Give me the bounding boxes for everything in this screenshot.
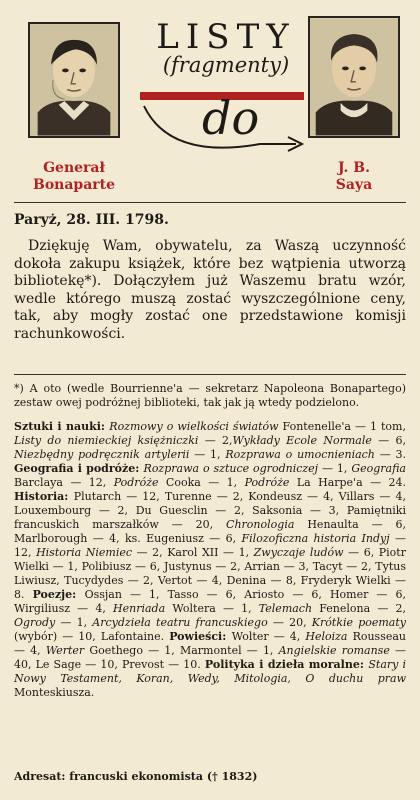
napoleon-portrait — [28, 22, 120, 138]
library-list-segment: — 1, — [189, 448, 226, 461]
library-list-segment: Chronologia — [226, 518, 295, 531]
library-list-segment: Arcydzieła teatru francuskiego — [92, 616, 268, 629]
library-list-segment: Polityka i dzieła moralne: — [204, 658, 369, 671]
letter-body: Dziękuję Wam, obywatelu, za Waszą uczynność dokoła zakupu książek, które bez wątpienia utworzą bibliotekę*). Dołączyłem już Waszemu bratu wzór, wedle którego muszą zostać wyszczególnione ceny, tak, aby mogły zostać one przedstawione komisji rachunkowości. — [14, 238, 406, 342]
library-list-segment: Geografia i podróże: — [14, 462, 144, 475]
library-list-segment: Rozprawa o umocnieniach — [225, 448, 375, 461]
library-list-segment: Filozoficzna historia Indyj — [241, 532, 390, 545]
library-list-segment: Fontenelle'a — 1 tom, — [278, 420, 406, 433]
library-list-segment: — 20, — [267, 616, 312, 629]
library-list-segment: Angielskie romanse — [278, 644, 390, 657]
library-list-segment: Krótkie poematy — [311, 616, 406, 629]
library-list-segment: — 2, — [198, 434, 233, 447]
header-divider — [14, 202, 406, 203]
title-listy: LISTY — [156, 17, 296, 57]
connector-do: do — [202, 91, 260, 145]
library-list-segment: Cooka — 1, — [158, 476, 245, 489]
library-list-segment: Historia Niemiec — [36, 546, 133, 559]
header — [14, 0, 406, 205]
library-list-segment: Ossjan — 1, Tasso — 6, Ariosto — 6, Homer — 6, Wirgiliusz — 4, — [14, 588, 406, 615]
library-list-segment: — 1, — [318, 462, 352, 475]
library-list-segment: Sztuki i nauki: — [14, 420, 110, 433]
library-list-segment: La Harpe'a — 24. — [289, 476, 406, 489]
library-list-segment: Ogrody — [14, 616, 56, 629]
caption-bonaparte — [19, 160, 129, 194]
library-list-segment: Barclaya — 12, — [14, 476, 114, 489]
library-list-segment: — 3. — [374, 448, 406, 461]
library-list-segment: Pamiętniki francuskich marszałków — [14, 504, 406, 531]
library-list-segment: Podróże — [244, 476, 290, 489]
library-list-segment: Rousseau — 4, — [14, 630, 407, 657]
library-list-segment: Listy do niemieckiej księżniczki — [14, 434, 199, 447]
footnote-library-list — [14, 420, 406, 700]
library-list-segment: Zwyczaje ludów — [253, 546, 344, 559]
notes-divider — [14, 374, 406, 375]
say-portrait-icon — [310, 18, 398, 136]
library-list-segment: Poezje: — [32, 588, 85, 601]
caption-say — [299, 160, 409, 194]
title-fragmenty: (fragmenty) — [162, 53, 290, 77]
library-list-segment: Rozprawa o sztuce ogrodniczej — [143, 462, 319, 475]
library-list-segment: Rozmowy o wielkości światów — [109, 420, 279, 433]
dateline: Paryż, 28. III. 1798. — [14, 212, 169, 228]
library-list-segment: — 1, — [55, 616, 93, 629]
caption-say-line2: Saya — [335, 177, 373, 193]
library-list-segment: Henriada — [113, 602, 166, 615]
library-list-segment: Fenelona — 2, — [312, 602, 406, 615]
arrow-icon — [140, 104, 308, 164]
library-list-segment: Powieści: — [169, 630, 232, 643]
library-list-segment: — 40, Le Sage — 10, Prevost — 10. — [14, 644, 407, 671]
library-list-segment: Wykłady Ecole Normale — [232, 434, 372, 447]
library-list-segment: (wybór) — 10, Lafontaine. — [14, 630, 170, 643]
library-list-segment: Geografia — [351, 462, 406, 475]
caption-bonaparte-line1: Generał — [43, 160, 105, 176]
library-list-segment: — 12, — [14, 532, 407, 559]
library-list-segment: Werter — [45, 644, 85, 657]
library-list-segment: Woltera — 1, — [165, 602, 259, 615]
library-list-segment: — 20, — [158, 518, 227, 531]
footnote-intro: *) A oto (wedle Bourrienne'a — sekretarz Napoleona Bonapartego) zestaw owej podróżnej biblioteki, tak jak ją wtedy podzielono. — [14, 382, 406, 409]
say-portrait — [308, 16, 400, 138]
library-list-segment: Telemach — [258, 602, 313, 615]
library-list-segment: Stary i Nowy Testament, Koran, Wedy, Mitologia, O duchu praw — [14, 658, 406, 685]
library-list-segment: Wolter — 4, — [231, 630, 306, 643]
library-list-segment: Niezbędny podręcznik artylerii — [14, 448, 190, 461]
library-list-segment: Historia: — [14, 490, 74, 503]
library-list-segment: Goethego — 1, Marmontel — 1, — [84, 644, 279, 657]
library-list-segment: — 2, Karol XII — 1, — [132, 546, 254, 559]
library-list-segment: — 6, — [371, 434, 406, 447]
library-list-segment: Heloiza — [305, 630, 348, 643]
addressee-note: Adresat: francuski ekonomista († 1832) — [14, 770, 258, 783]
library-list-segment: Monteskiusza. — [14, 686, 95, 699]
caption-say-line1: J. B. — [338, 160, 370, 176]
library-list-segment: Plutarch — 12, Turenne — 2, Kondeusz — 4, Villars — 4, Louxembourg — 2, Du Guesclin — 2, Saksonia — 3, — [14, 490, 406, 517]
library-list-segment: Henaulta — 6, Marlborough — 4, ks. Eugeniusz — 6, — [14, 518, 407, 545]
napoleon-portrait-icon — [30, 24, 118, 136]
caption-bonaparte-line2: Bonaparte — [32, 177, 116, 193]
library-list-segment: Podróże — [113, 476, 159, 489]
library-list-segment: — 6, Piotr Wielki — 1, Polibiusz — 6, Justynus — 2, Arrian — 3, Tacyt — 2, Tytus Liwiusz, Tucydydes — 2, Vertot — 4, Denina — 8, Fryderyk Wielki — 8. — [14, 546, 406, 601]
